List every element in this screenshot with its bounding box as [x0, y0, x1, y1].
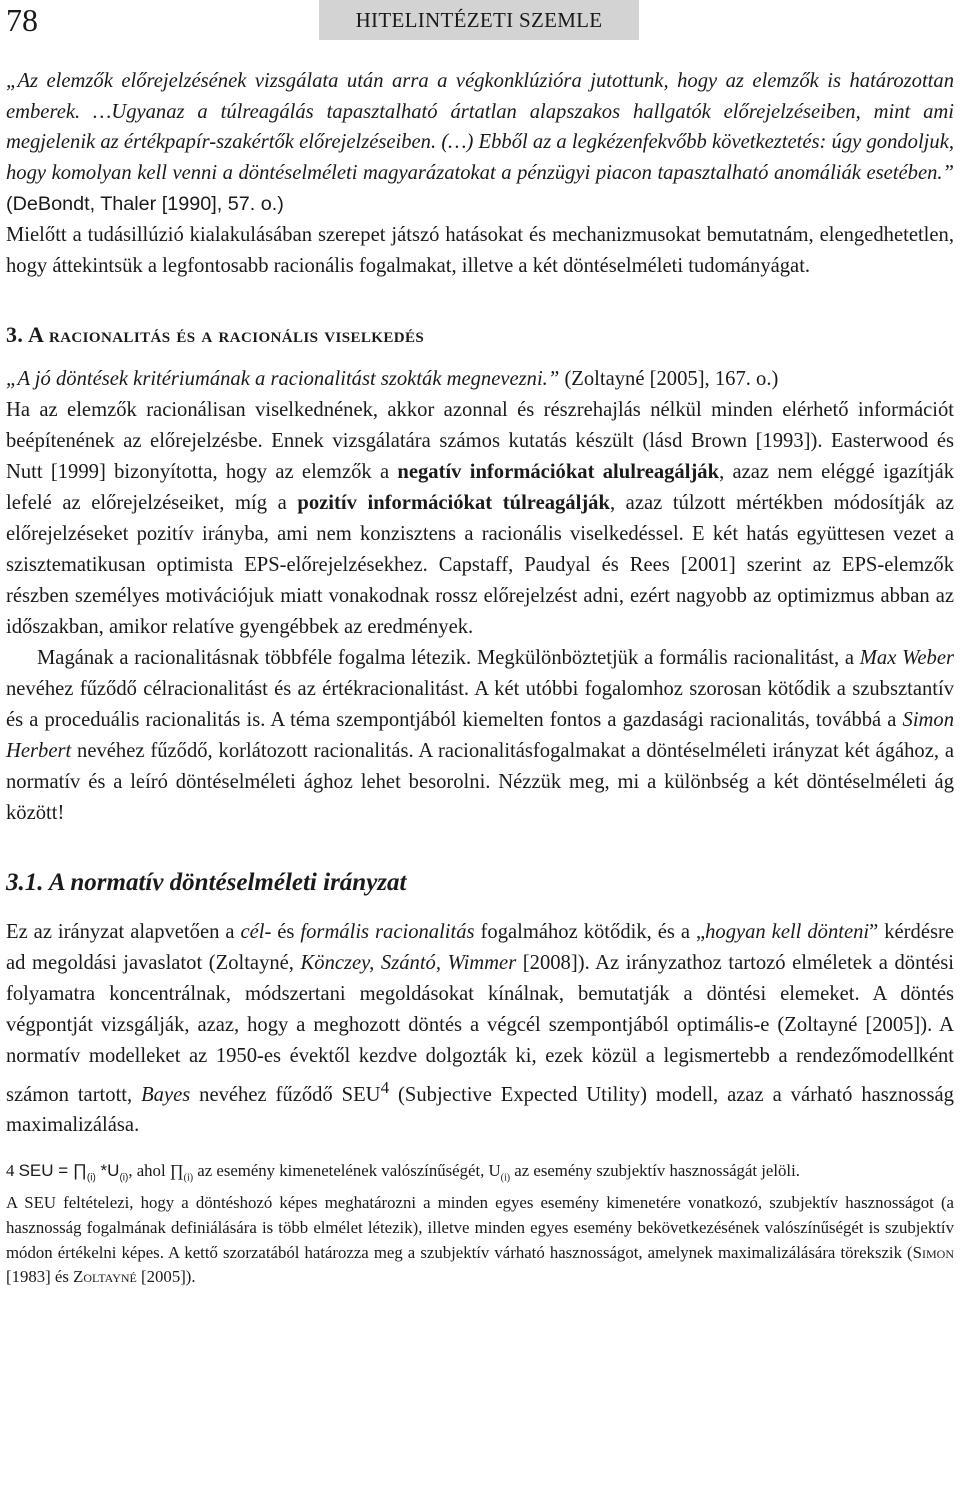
italic-text: hogyan kell dönteni: [705, 920, 870, 943]
formula-subscript: (i): [119, 1172, 129, 1184]
section-3-paragraph-2: [6, 643, 954, 829]
seu-formula: [18, 1161, 129, 1184]
italic-name: Simon Herbert: [6, 708, 954, 762]
text-run: és: [271, 920, 301, 943]
text-run: (Subjective Expected Utility) modell, azaz a várható hasznosság maximalizálása.: [6, 1083, 954, 1137]
italic-text: Bayes: [141, 1083, 191, 1106]
section-3-quote-text: „A jó döntések kritériumának a racionalitást szokták megnevezni.”: [6, 367, 560, 390]
section-3-paragraph-1: [6, 395, 954, 643]
formula-part: *U: [95, 1161, 120, 1181]
formula-subscript: (i): [183, 1172, 194, 1184]
italic-text: formális racionalitás: [300, 920, 475, 943]
text-run: Ez az irányzat alapvetően a: [6, 920, 241, 943]
footnote-text: [6, 1191, 954, 1289]
text-run: , ahol ∏: [128, 1161, 184, 1181]
text-run: [1983] és: [6, 1267, 74, 1287]
page-number: 78: [6, 2, 38, 38]
section-3-quote-citation: (Zoltayné [2005], 167. o.): [559, 367, 779, 390]
text-run: nevéhez fűződő, korlátozott racionalitás. A racionalitásfogalmakat a döntéselméleti irányzat két ágához, a normatív és a leíró döntéselméleti ághoz lehet besorolni. Nézzük meg, mi a különbség a két döntéselméleti ág között!: [6, 739, 954, 824]
formula-subscript: (i): [86, 1172, 96, 1184]
text-run: nevéhez fűződő SEU: [190, 1083, 381, 1106]
quote-citation: (DeBondt, Thaler [1990], 57. o.): [6, 192, 284, 215]
section-3-quote: [6, 364, 954, 395]
footnote-formula-line: [6, 1159, 954, 1191]
text-run: az esemény szubjektív hasznosságát jelöli.: [510, 1161, 800, 1181]
section-3-1-heading: 3.1. A normatív döntéselméleti irányzat: [6, 868, 407, 896]
text-run: az esemény kimenetelének valószínűségét, U: [193, 1161, 501, 1181]
small-caps-name: Zoltayné: [73, 1267, 137, 1287]
opening-quote: [6, 66, 954, 220]
footnote-marker[interactable]: 4: [380, 1077, 390, 1097]
text-run: A SEU feltételezi, hogy a döntéshozó képes meghatározni a minden egyes esemény kimenetére vonatkozó, szubjektív hasznosságot (a hasznosság fogalmának definiálására is több elmélet létezik), illetve minden egyes esemény bekövetkezésének valószínűségét is szubjektív módon értékelni képes. A kettő szorzatából határozza meg a szubjektív várható hasznosságot, amelynek maximalizálására törekszik (: [6, 1193, 954, 1262]
bold-text: negatív információkat alulreagálják: [397, 460, 720, 483]
text-run: nevéhez fűződő célracionalitást és az értékracionalitást. A két utóbbi fogalomhoz szorosan kötődik a szubsztantív és a proceduális racionalitás is. A téma szempontjából kiemelten fontos a gazdasági racionalitás, továbbá a: [6, 677, 954, 731]
text-run: Magának a racionalitásnak többféle fogalma létezik. Megkülönböztetjük a formális racionalitást, a: [37, 646, 860, 669]
italic-text: Könczey, Szántó, Wimmer: [300, 951, 517, 974]
quote-text: „Az elemzők előrejelzésének vizsgálata után arra a végkonklúzióra jutottunk, hogy az elemzők is határozottan emberek. …Ugyanaz a túlreagálás tapasztalható ártatlan alapszakos hallgatók előrejelzéseiben, mint ami megjelenik az értékpapír-szakértők előrejelzéseiben. (…) Ebből az a legkézenfekvőbb következtetés: úgy gondoljuk, hogy komolyan kell venni a döntéselméleti magyarázatokat a pénzügyi piacon tapasztalható anomáliák esetében.”: [6, 70, 954, 185]
italic-text: cél-: [240, 920, 272, 943]
small-caps-name: Simon: [912, 1242, 954, 1262]
article-body: [6, 66, 954, 1290]
intro-paragraph: Mielőtt a tudásillúzió kialakulásában szerepet játszó hatásokat és mechanizmusokat bemutatnám, elengedhetetlen, hogy áttekintsük a legfontosabb racionális fogalmakat, illetve a két döntéselméleti tudományágat.: [6, 223, 954, 277]
footnote-number: 4: [6, 1161, 15, 1181]
text-run: Ha az elemzők racionálisan viselkednének, akkor azonnal és részrehajlás nélkül minden elérhető információt beépítenének az előrejelzésbe. Ennek vizsgálatára számos kutatás készült (lásd Brown [1993]). Easterwood és Nutt [1999] bizonyította, hogy az elemzők a: [6, 398, 954, 483]
formula-part: SEU = ∏: [18, 1161, 87, 1181]
text-run: ” kérdésre ad megoldási javaslatot (Zoltayné,: [6, 920, 954, 974]
text-run: fogalmához kötődik, és a „: [474, 920, 706, 943]
section-3-1-paragraph: [6, 917, 954, 1142]
text-run: [2008]). Az irányzathoz tartozó elméletek a döntési folyamatra koncentrálnak, módszertani megoldásokat kínálnak, bemutatják a döntési elemeket. A döntés végpontját vizsgálják, azaz, hogy a meghozott döntés a végcél szempontjából optimális-e (Zoltayné [2005]). A normatív modelleket az 1950-es évektől kezdve dolgozták ki, ezek közül a legismertebb a rendezőmodellként számon tartott,: [6, 951, 954, 1106]
text-run: , azaz nem eléggé igazítják lefelé az előrejelzéseiket, míg a: [6, 460, 955, 514]
text-run: [2005]).: [136, 1267, 196, 1287]
footnote-4: [6, 1159, 954, 1289]
running-head: HITELINTÉZETI SZEMLE: [319, 0, 639, 40]
text-run: , azaz túlzott mértékben módosítják az előrejelzéseket pozitív irányba, ami nem konzisztens a racionális viselkedéssel. E két hatás együttesen vezet a szisztematikusan optimista EPS-előrejelzésekhez. Capstaff, Paudyal és Rees [2001] szerint az EPS-elemzők részben személyes motivációjuk miatt vonakodnak rossz előrejelzést adni, ezért nagyobb az optimizmus abban az időszakban, amikor relatíve gyengébbek az eredmények.: [6, 491, 954, 638]
formula-subscript: (i): [500, 1172, 511, 1184]
bold-text: pozitív információkat túlreagálják: [297, 491, 610, 514]
italic-name: Max Weber: [859, 646, 954, 669]
section-3-heading: 3. A racionalitás és a racionális viselkedés: [6, 321, 425, 347]
